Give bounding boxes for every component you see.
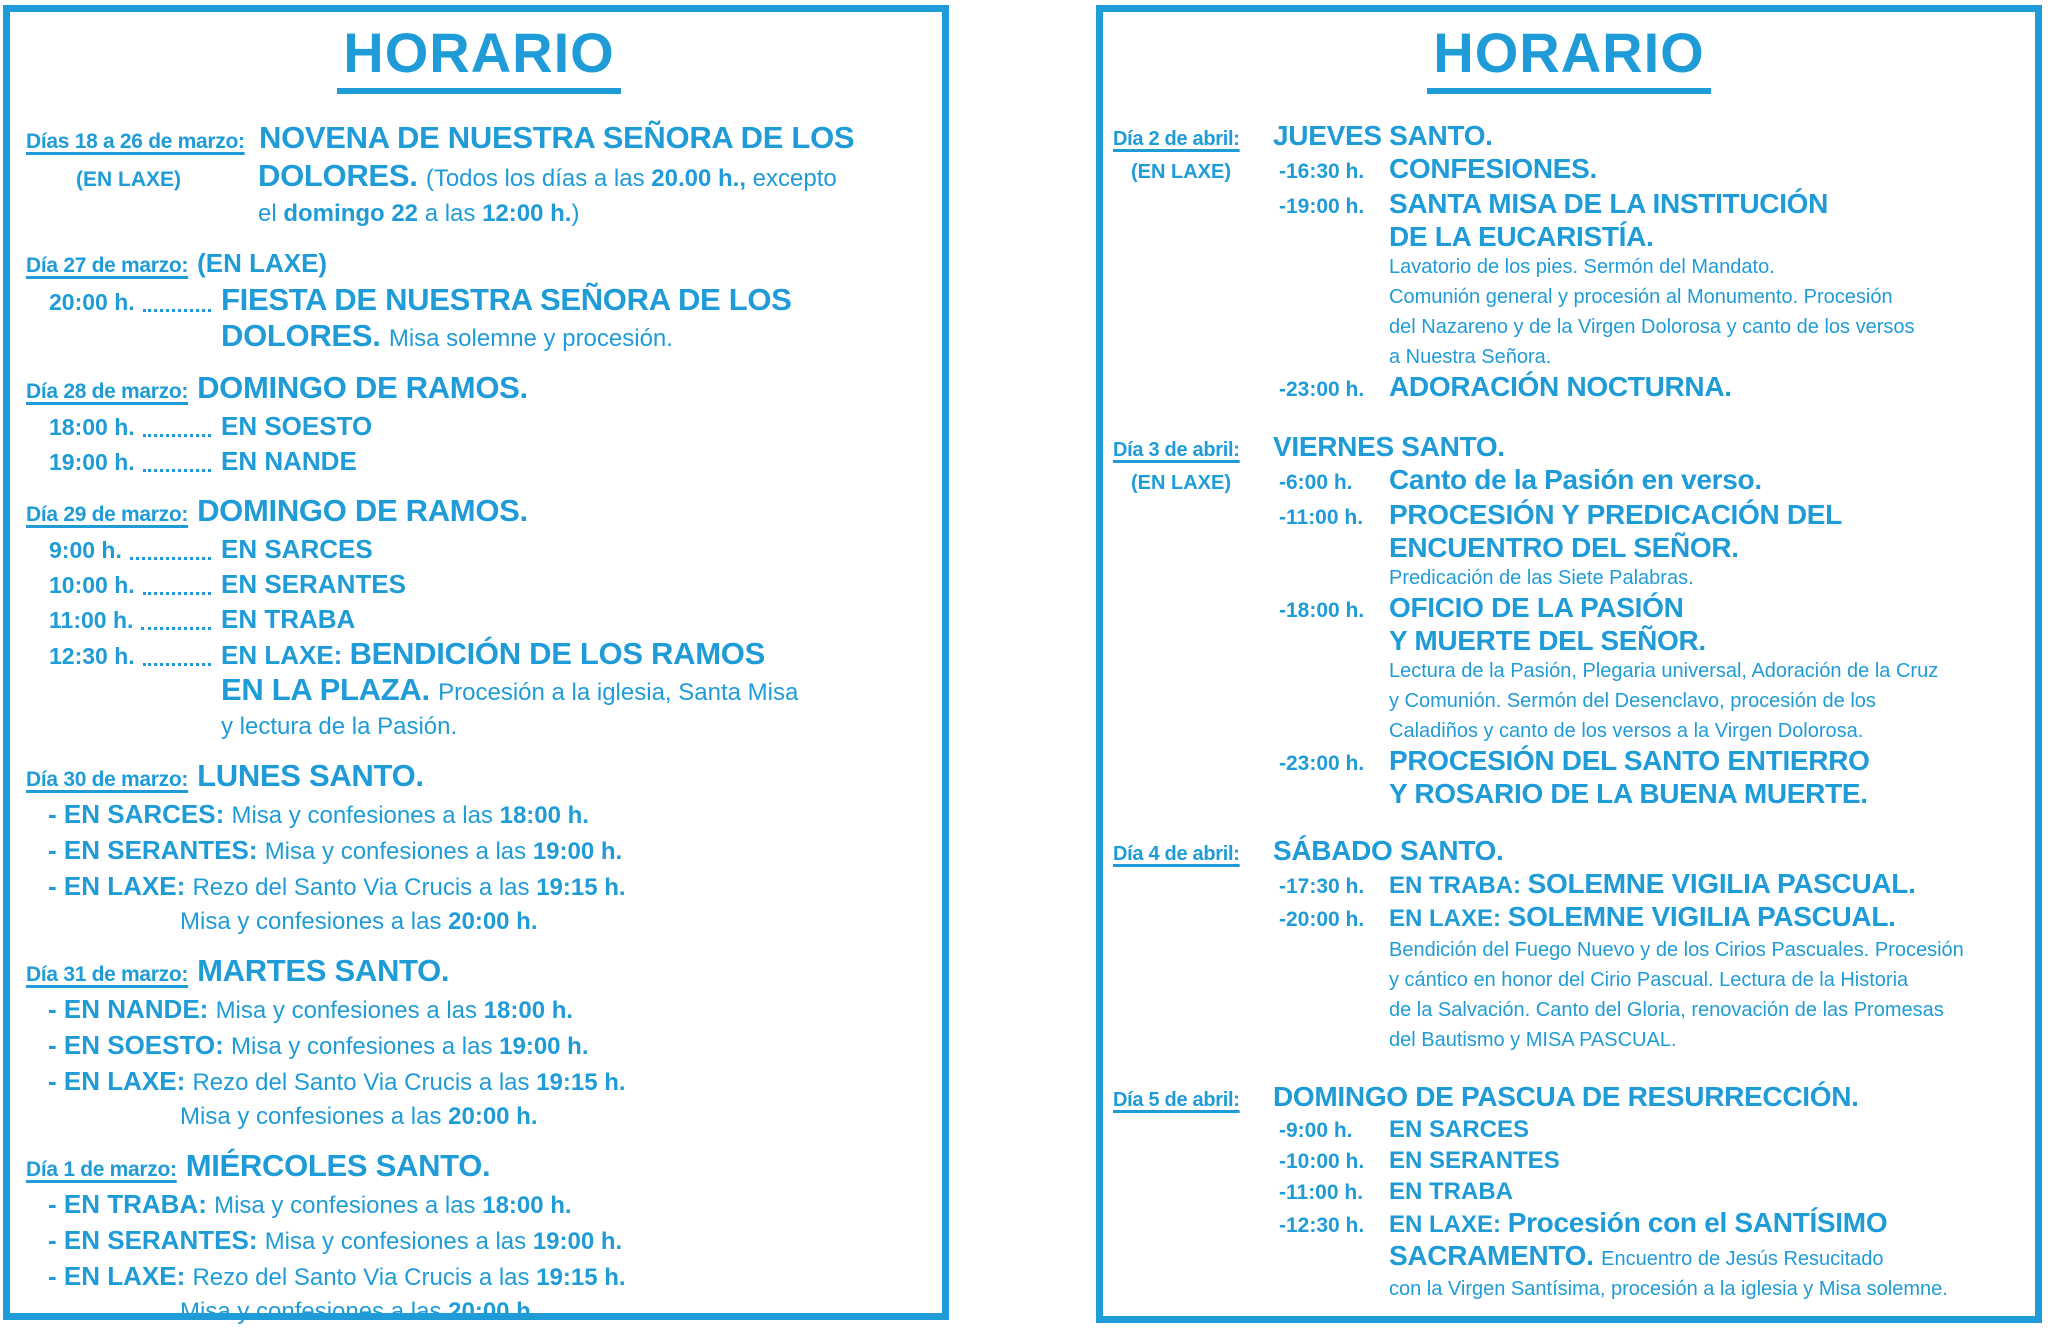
event-description: Lavatorio de los pies. Sermón del Mandato. — [1389, 255, 1775, 278]
event-time: -18:00 h. — [1279, 598, 1365, 622]
event-title: EN LA PLAZA. — [221, 671, 439, 707]
location-name: EN LAXE: — [1389, 1210, 1508, 1238]
event-title: SACRAMENTO. — [1389, 1239, 1602, 1271]
schedule-row — [1113, 1082, 2025, 1115]
schedule-row — [1113, 154, 2025, 189]
event-description: el — [258, 199, 284, 227]
schedule-row — [26, 1149, 932, 1187]
location-name: EN SARCES — [221, 533, 373, 564]
event-description: Misa y confesiones a las — [264, 1227, 533, 1255]
event-description: y Comunión. Sermón del Desenclavo, procesión de los — [1389, 689, 1876, 712]
schedule-row — [26, 905, 932, 939]
event-description: a Nuestra Señora. — [1389, 345, 1552, 368]
event-time: -23:00 h. — [1279, 751, 1365, 775]
schedule-row — [26, 1064, 932, 1100]
event-title: ADORACIÓN NOCTURNA. — [1389, 370, 1732, 402]
time-emphasis: 18:00 h. — [499, 801, 589, 829]
event-title: DOMINGO DE RAMOS. — [197, 369, 528, 405]
dotted-leader — [130, 557, 211, 560]
location-name: - EN TRABA: — [48, 1188, 215, 1219]
event-description: excepto — [746, 164, 837, 192]
event-description: de la Salvación. Canto del Gloria, renovación de las Promesas — [1389, 998, 1944, 1021]
schedule-row — [26, 283, 932, 319]
event-title: CONFESIONES. — [1389, 152, 1597, 184]
event-time: 19:00 h. — [49, 448, 135, 475]
schedule-row — [1113, 965, 2025, 995]
event-description: del Bautismo y MISA PASCUAL. — [1389, 1028, 1677, 1051]
location-name: EN NANDE — [221, 445, 357, 476]
event-title: FIESTA DE NUESTRA SEÑORA DE LOS — [221, 281, 792, 317]
event-title: SOLEMNE VIGILIA PASCUAL. — [1527, 867, 1916, 899]
time-emphasis: 20:00 h. — [448, 1102, 538, 1130]
event-time: -11:00 h. — [1279, 505, 1364, 529]
event-title: Procesión con el SANTÍSIMO — [1507, 1206, 1888, 1238]
dotted-leader — [143, 309, 211, 312]
event-description: Misa y confesiones a las — [231, 1032, 500, 1060]
day-label: Día 28 de marzo: — [26, 379, 189, 403]
time-cell — [26, 568, 221, 602]
event-description: (Todos los días a las — [425, 164, 652, 192]
event-time: -6:00 h. — [1279, 470, 1353, 494]
schedule-entry — [26, 371, 932, 479]
time-emphasis: 20.00 h., — [651, 164, 747, 192]
event-description: Encuentro de Jesús Resucitado — [1601, 1247, 1884, 1270]
schedule-row — [26, 1100, 932, 1134]
location-name: - EN SERANTES: — [48, 834, 265, 865]
schedule-row — [26, 710, 932, 744]
schedule-entries — [26, 121, 932, 1329]
schedule-entry — [26, 121, 932, 231]
event-time: 9:00 h. — [49, 536, 122, 563]
schedule-row — [26, 1223, 932, 1259]
schedule-row — [1113, 1177, 2025, 1208]
schedule-row — [26, 797, 932, 833]
event-title: Y ROSARIO DE LA BUENA MUERTE. — [1389, 777, 1868, 809]
schedule-row — [1113, 995, 2025, 1025]
event-description: Misa y confesiones a las — [264, 837, 533, 865]
event-time: -9:00 h. — [1279, 1118, 1353, 1142]
schedule-row — [26, 371, 932, 409]
event-time: 11:00 h. — [49, 606, 134, 633]
location-name: (EN LAXE) — [197, 247, 328, 278]
schedule-row — [26, 532, 932, 567]
event-time: -17:30 h. — [1279, 874, 1365, 898]
event-title: NOVENA DE NUESTRA SEÑORA DE LOS — [259, 119, 855, 155]
time-emphasis: 18:00 h. — [482, 1191, 572, 1219]
day-label: Día 30 de marzo: — [26, 767, 189, 791]
location-name: - EN SERANTES: — [48, 1224, 265, 1255]
day-label: Día 1 de marzo: — [26, 1157, 177, 1181]
dotted-leader — [143, 663, 211, 666]
event-time: -10:00 h. — [1279, 1149, 1365, 1173]
location-name: EN TRABA: — [1389, 871, 1528, 899]
event-time: 12:30 h. — [49, 642, 135, 669]
event-time: -12:30 h. — [1279, 1213, 1365, 1237]
schedule-row — [26, 197, 932, 231]
schedule-row — [1113, 1208, 2025, 1241]
label-cell — [1113, 157, 1273, 189]
event-description: Misa y confesiones a las — [215, 996, 484, 1024]
location-name: EN LAXE: — [221, 639, 350, 670]
event-description: a las — [418, 199, 483, 227]
schedule-row — [1113, 533, 2025, 563]
event-description: Procesión a la iglesia, Santa Misa — [438, 678, 799, 706]
schedule-entry — [26, 759, 932, 939]
schedule-row — [1113, 282, 2025, 312]
schedule-row — [26, 1187, 932, 1223]
event-description: Misa solemne y procesión. — [388, 324, 673, 352]
event-title: Y MUERTE DEL SEÑOR. — [1389, 624, 1706, 656]
event-title: VIERNES SANTO. — [1273, 430, 1505, 462]
schedule-row — [1113, 312, 2025, 342]
location-name: EN SERANTES — [1389, 1146, 1560, 1174]
schedule-row — [1113, 432, 2025, 465]
event-title: BENDICIÓN DE LOS RAMOS — [349, 635, 765, 671]
time-emphasis: 19:15 h. — [536, 873, 626, 901]
schedule-entries — [1113, 121, 2025, 1304]
schedule-entry — [1113, 836, 2025, 1055]
event-description: del Nazareno y de la Virgen Dolorosa y canto de los versos — [1389, 315, 1915, 338]
schedule-row — [1113, 869, 2025, 902]
time-cell — [26, 533, 221, 567]
event-title: DOLORES. — [221, 317, 389, 353]
time-emphasis: 19:00 h. — [532, 837, 623, 865]
event-title: MARTES SANTO. — [197, 952, 450, 988]
schedule-row — [26, 1028, 932, 1064]
time-cell — [26, 285, 221, 319]
event-title: SANTA MISA DE LA INSTITUCIÓN — [1389, 187, 1829, 219]
schedule-row — [1113, 626, 2025, 656]
schedule-row — [1113, 1146, 2025, 1177]
dotted-leader — [143, 434, 211, 437]
schedule-entry — [26, 1149, 932, 1329]
event-description: Rezo del Santo Via Crucis a las — [192, 1263, 537, 1291]
schedule-row — [1113, 500, 2025, 533]
time-cell — [26, 445, 221, 479]
schedule-row — [1113, 465, 2025, 500]
time-emphasis: 19:00 h. — [499, 1032, 589, 1060]
event-title: PROCESIÓN Y PREDICACIÓN DEL — [1389, 498, 1842, 530]
schedule-entry — [26, 494, 932, 744]
event-title: MIÉRCOLES SANTO. — [185, 1147, 491, 1183]
location-name: EN SARCES — [1389, 1115, 1530, 1143]
event-description: con la Virgen Santísima, procesión a la iglesia y Misa solemne. — [1389, 1277, 1948, 1300]
location-name: - EN LAXE: — [48, 1260, 193, 1291]
schedule-row — [26, 159, 932, 197]
event-title: DE LA EUCARISTÍA. — [1389, 220, 1654, 252]
schedule-entry — [26, 246, 932, 356]
event-title: DOMINGO DE PASCUA DE RESURRECCIÓN. — [1273, 1080, 1859, 1112]
schedule-entry — [26, 954, 932, 1134]
schedule-row — [26, 494, 932, 532]
event-title: SOLEMNE VIGILIA PASCUAL. — [1507, 900, 1896, 932]
schedule-row — [26, 319, 932, 356]
event-description: Comunión general y procesión al Monumento. Procesión — [1389, 285, 1893, 308]
event-title: SÁBADO SANTO. — [1273, 834, 1504, 866]
time-cell — [26, 639, 221, 673]
schedule-row — [26, 1259, 932, 1295]
location-name: - EN LAXE: — [48, 870, 193, 901]
day-label: Día 29 de marzo: — [26, 502, 189, 526]
location-name: - EN NANDE: — [48, 993, 216, 1024]
schedule-row — [26, 637, 932, 673]
schedule-row — [26, 444, 932, 479]
event-time: 10:00 h. — [49, 571, 135, 598]
event-description: Bendición del Fuego Nuevo y de los Cirios Pascuales. Procesión — [1389, 938, 1964, 961]
event-time: -19:00 h. — [1279, 194, 1365, 218]
schedule-row — [1113, 686, 2025, 716]
schedule-row — [1113, 935, 2025, 965]
dotted-leader — [141, 627, 211, 630]
schedule-entry — [1113, 1082, 2025, 1304]
event-title: OFICIO DE LA PASIÓN — [1389, 591, 1684, 623]
schedule-row — [26, 673, 932, 710]
event-time: -16:30 h. — [1279, 159, 1365, 183]
day-label: Día 4 de abril: — [1113, 842, 1240, 865]
event-description: Misa y confesiones a las — [180, 1297, 449, 1325]
event-description: Rezo del Santo Via Crucis a las — [192, 873, 537, 901]
schedule-row — [1113, 222, 2025, 252]
schedule-row — [1113, 656, 2025, 686]
schedule-row — [26, 246, 932, 283]
event-description: y cántico en honor del Cirio Pascual. Lectura de la Historia — [1389, 968, 1909, 991]
schedule-row — [1113, 593, 2025, 626]
schedule-row — [1113, 836, 2025, 869]
event-description: Misa y confesiones a las — [231, 801, 500, 829]
location-name: - EN SOESTO: — [48, 1029, 231, 1060]
page-title: HORARIO — [1427, 24, 1710, 94]
day-label: Día 2 de abril: — [1113, 127, 1240, 150]
time-emphasis: 20:00 h. — [448, 907, 538, 935]
schedule-row — [1113, 779, 2025, 809]
time-emphasis: 20:00 h. — [448, 1297, 538, 1325]
schedule-row — [1113, 1025, 2025, 1055]
schedule-row — [26, 759, 932, 797]
location-name: EN SOESTO — [221, 410, 373, 441]
event-title: Canto de la Pasión en verso. — [1389, 463, 1762, 495]
schedule-row — [1113, 1274, 2025, 1304]
location-name: - EN SARCES: — [48, 798, 232, 829]
schedule-row — [26, 1295, 932, 1329]
location-name: EN LAXE: — [1389, 904, 1508, 932]
schedule-row — [1113, 342, 2025, 372]
day-label: Días 18 a 26 de marzo: — [26, 129, 245, 153]
day-label: Día 3 de abril: — [1113, 438, 1240, 461]
event-description: Rezo del Santo Via Crucis a las — [192, 1068, 537, 1096]
schedule-row — [26, 954, 932, 992]
time-emphasis: domingo 22 — [283, 199, 419, 227]
time-cell — [26, 410, 221, 444]
schedule-row — [1113, 746, 2025, 779]
dotted-leader — [143, 592, 211, 595]
schedule-entry — [1113, 121, 2025, 405]
event-description: y lectura de la Pasión. — [221, 712, 458, 740]
event-description: Misa y confesiones a las — [214, 1191, 483, 1219]
schedule-row — [26, 602, 932, 637]
event-description: Caladiños y canto de los versos a la Virgen Dolorosa. — [1389, 719, 1864, 742]
time-emphasis: 19:15 h. — [536, 1263, 626, 1291]
time-cell — [26, 603, 221, 637]
event-title: JUEVES SANTO. — [1273, 119, 1493, 151]
schedule-row — [26, 121, 932, 159]
location-sublabel: (EN LAXE) — [1131, 160, 1231, 183]
schedule-row — [26, 869, 932, 905]
schedule-row — [26, 409, 932, 444]
schedule-row — [26, 992, 932, 1028]
schedule-row — [1113, 902, 2025, 935]
schedule-row — [1113, 252, 2025, 282]
schedule-panel-left — [3, 5, 949, 1325]
event-title: DOMINGO DE RAMOS. — [197, 492, 528, 528]
event-title: DOLORES. — [258, 157, 426, 193]
schedule-row — [1113, 1115, 2025, 1146]
event-time: 20:00 h. — [49, 288, 135, 315]
event-title: LUNES SANTO. — [197, 757, 424, 793]
location-sublabel: (EN LAXE) — [1131, 471, 1231, 494]
event-description: Misa y confesiones a las — [180, 907, 449, 935]
location-sublabel: (EN LAXE) — [76, 167, 181, 191]
time-emphasis: 19:15 h. — [536, 1068, 626, 1096]
event-time: -11:00 h. — [1279, 1180, 1364, 1204]
schedule-row — [26, 567, 932, 602]
event-time: -20:00 h. — [1279, 907, 1365, 931]
location-name: EN SERANTES — [221, 568, 406, 599]
location-name: - EN LAXE: — [48, 1065, 193, 1096]
time-emphasis: 19:00 h. — [532, 1227, 623, 1255]
schedule-row — [26, 833, 932, 869]
event-description: Predicación de las Siete Palabras. — [1389, 566, 1694, 589]
day-label: Día 5 de abril: — [1113, 1088, 1240, 1111]
location-name: EN TRABA — [221, 603, 356, 634]
event-time: 18:00 h. — [49, 413, 135, 440]
event-title: PROCESIÓN DEL SANTO ENTIERRO — [1389, 744, 1870, 776]
day-label: Día 31 de marzo: — [26, 962, 189, 986]
schedule-row — [1113, 716, 2025, 746]
time-emphasis: 18:00 h. — [483, 996, 574, 1024]
schedule-row — [1113, 1241, 2025, 1274]
schedule-row — [1113, 372, 2025, 405]
schedule-row — [1113, 189, 2025, 222]
schedule-panel-right — [1096, 5, 2042, 1323]
day-label: Día 27 de marzo: — [26, 253, 189, 277]
schedule-row — [1113, 563, 2025, 593]
location-name: EN TRABA — [1389, 1177, 1513, 1205]
page-title: HORARIO — [337, 24, 620, 94]
event-time: -23:00 h. — [1279, 377, 1365, 401]
schedule-entry — [1113, 432, 2025, 809]
dotted-leader — [143, 469, 211, 472]
event-title: ENCUENTRO DEL SEÑOR. — [1389, 531, 1739, 563]
label-cell — [1113, 468, 1273, 500]
event-description: Misa y confesiones a las — [180, 1102, 449, 1130]
event-description: Lectura de la Pasión, Plegaria universal, Adoración de la Cruz — [1389, 659, 1939, 682]
schedule-row — [1113, 121, 2025, 154]
event-description: ) — [571, 199, 580, 227]
time-emphasis: 12:00 h. — [482, 199, 572, 227]
